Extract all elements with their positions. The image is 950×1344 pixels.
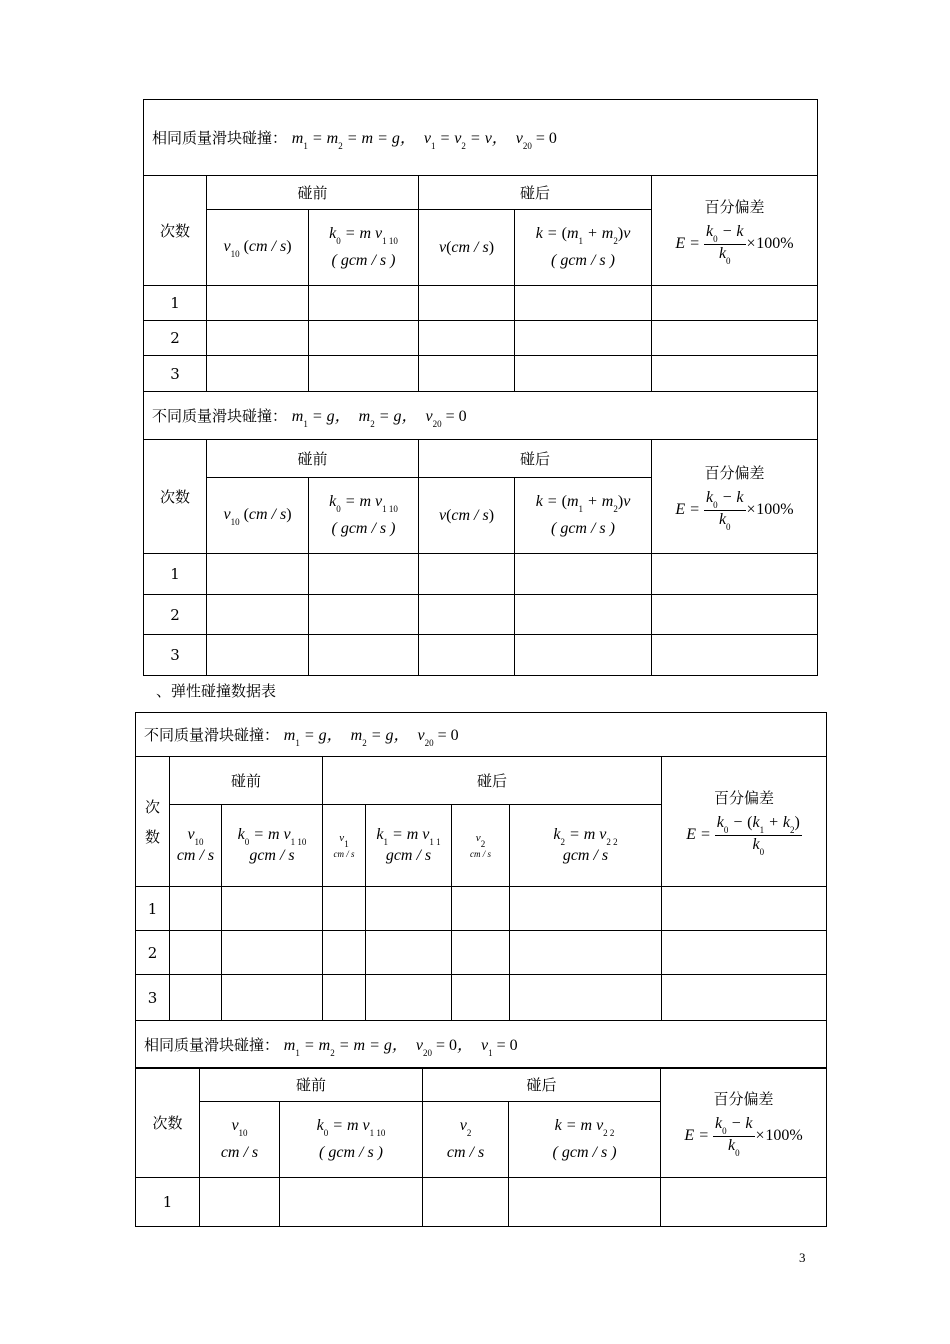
table-row: 2 [144, 321, 818, 356]
col-v2: $v_2$ cm / s [452, 805, 510, 887]
table-row: 1 [144, 286, 818, 321]
table-same-mass-elastic [135, 1067, 827, 1227]
header-count: 次数 [144, 176, 207, 286]
header-count: 次数 [144, 440, 207, 554]
header-before: 碰前 [200, 1068, 423, 1102]
header-before: 碰前 [207, 176, 419, 210]
header-percent-deviation: 百分偏差 E = $\frac{k_0 - k}{k_0}$ ×100% [652, 440, 818, 554]
header-percent-deviation: 百分偏差 E = $\frac{k_0 - k}{k_0}$ ×100% [661, 1068, 827, 1178]
col-v10: $v_{10}$ (cm / s) [207, 478, 309, 554]
col-v2: $v_2$ cm / s [423, 1102, 509, 1178]
col-k: $k = (m_1 + m_2)v$ ( gcm / s ) [515, 478, 652, 554]
col-k: k = m $v_{2 2}$ ( gcm / s ) [509, 1102, 661, 1178]
table-row: 1 [144, 554, 818, 595]
col-v10: $v_{10}$ cm / s [170, 805, 222, 887]
header-before: 碰前 [170, 757, 323, 805]
table-same-mass-inelastic [143, 99, 818, 676]
table-row: 2 [144, 595, 818, 635]
col-v1: $v_1$ cm / s [323, 805, 366, 887]
table-caption: 不同质量滑块碰撞： $m_1 = g$， $m_2 = g$， $v_{20} = 0$ [136, 713, 827, 757]
table-row: 1 [136, 887, 827, 931]
table-elastic-collision [135, 712, 827, 1069]
table-row: 3 [144, 635, 818, 676]
col-k0: $k_0 = m$ $v_{1 10}$ gcm / s [222, 805, 323, 887]
header-after: 碰后 [419, 176, 652, 210]
header-after: 碰后 [323, 757, 662, 805]
table-row: 3 [136, 975, 827, 1021]
header-percent-deviation: 百分偏差 E = $\frac{k_0 - k}{k_0}$ ×100% [652, 176, 818, 286]
col-v: v(cm / s) [419, 210, 515, 286]
header-percent-deviation: 百分偏差 E = $\frac{k_0 - (k_1 + k_2)}{k_0}$ [662, 757, 827, 887]
table-row: 3 [144, 356, 818, 392]
header-before: 碰前 [207, 440, 419, 478]
table-caption: 不同质量滑块碰撞： $m_1 = g$， $m_2 = g$， $v_{20} = 0$ [144, 392, 818, 440]
table-row: 2 [136, 931, 827, 975]
section-title: 、弹性碰撞数据表 [156, 682, 277, 700]
col-v10: $v_{10}$ (cm / s) [207, 210, 309, 286]
header-after: 碰后 [423, 1068, 661, 1102]
col-v: v(cm / s) [419, 478, 515, 554]
col-k0: $k_0 = m$ $v_{1 10}$ ( gcm / s ) [309, 210, 419, 286]
table-row: 1 [136, 1178, 827, 1227]
header-count: 次 数 [136, 757, 170, 887]
table-caption: 相同质量滑块碰撞： $m_1 = m_2 = m = g$， $v_{20} = 0$， $v_1 = 0$ [136, 1021, 827, 1069]
col-v10: $v_{10}$ cm / s [200, 1102, 280, 1178]
col-k0: $k_0 = m$ $v_{1 10}$ ( gcm / s ) [280, 1102, 423, 1178]
table-caption: 相同质量滑块碰撞： $m_1 = m_2 = m = g$， $v_1 = v_2 = v$， $v_{20} = 0$ [144, 100, 818, 176]
header-after: 碰后 [419, 440, 652, 478]
header-count: 次数 [136, 1068, 200, 1178]
col-k: $k = (m_1 + m_2)v$ ( gcm / s ) [515, 210, 652, 286]
col-k2: $k_2 = m$ $v_{2 2}$ gcm / s [510, 805, 662, 887]
page-number: 3 [799, 1250, 806, 1265]
col-k0: $k_0 = m$ $v_{1 10}$ ( gcm / s ) [309, 478, 419, 554]
col-k1: $k_1 = m$ $v_{1 1}$ gcm / s [366, 805, 452, 887]
